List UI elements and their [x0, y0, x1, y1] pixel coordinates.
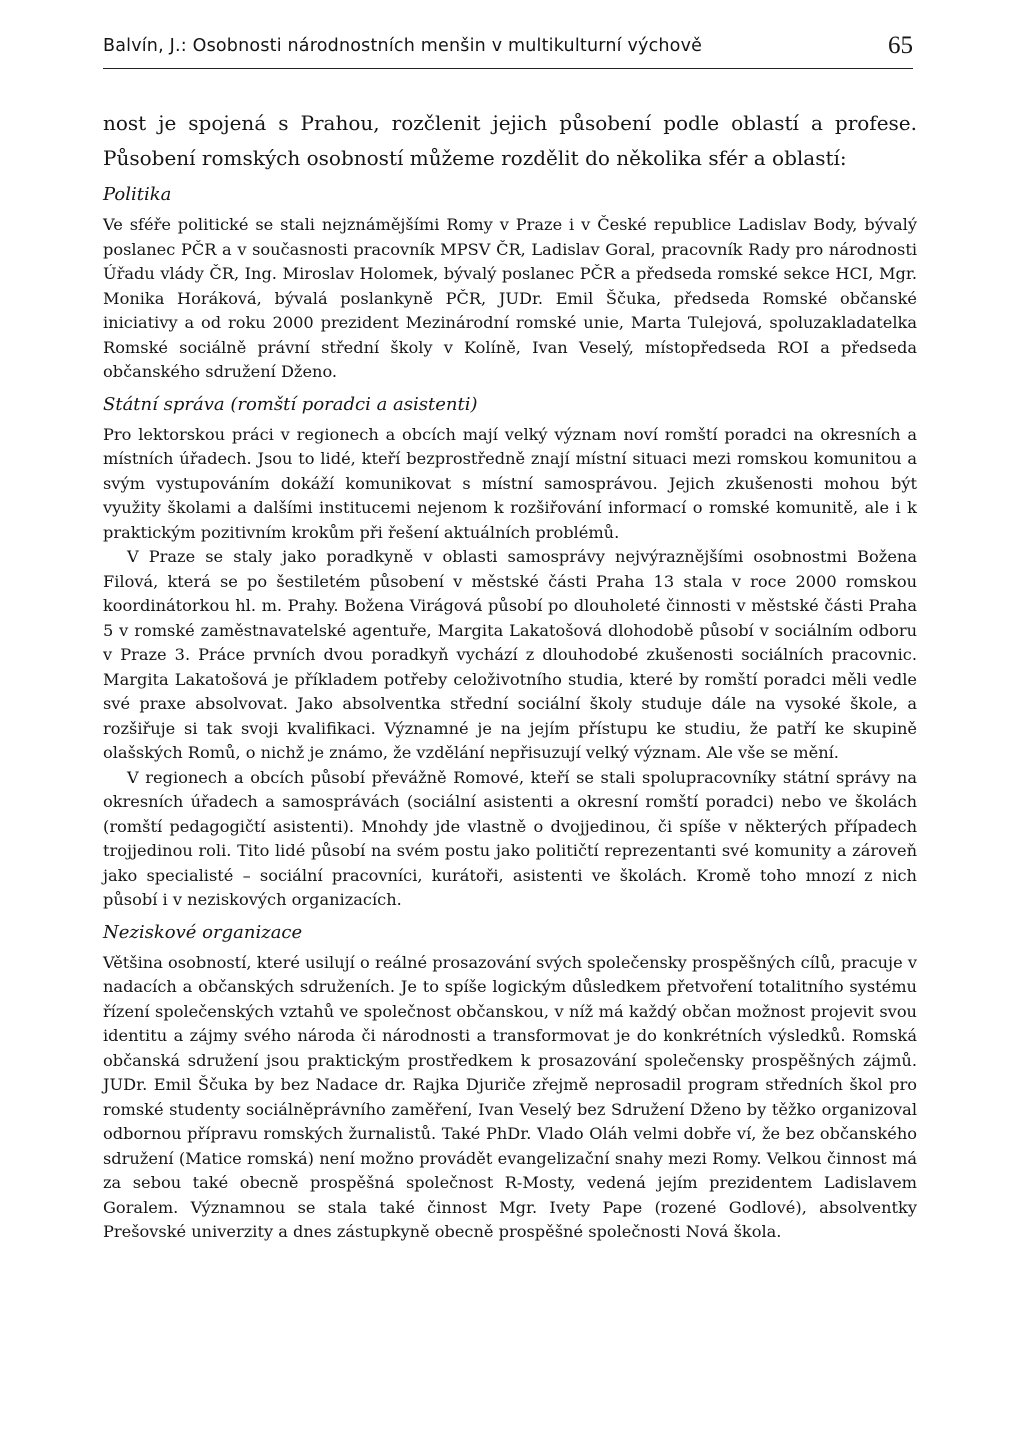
section-heading: Neziskové organizace: [103, 921, 303, 943]
paragraph: V regionech a obcích působí převážně Romové, kteří se stali spolupracovníky státní správy na okresních úřadech a samosprávách (sociální asistenti a okresní romští poradci) nebo ve školách (romští pedagogičtí asistenti). Mnohdy jde vlastně o dvojjedinou, či spíše v některých případech trojjedinou roli. Tito lidé působí na svém postu jako političtí reprezentanti své komunity a zároveň jako specialisté – sociální pracovníci, kurátoři, asistenti ve školách. Kromě toho mnozí z nich působí i v neziskových organizacích.: [103, 767, 917, 909]
paragraph: Většina osobností, které usilují o reálné prosazování svých společensky prospěšných cílů, pracuje v nadacích a občanských sdruženích. Je to spíše logickým důsledkem přetvoření totalitního systému řízení společenských vztahů ve společnost občanskou, v níž má každý občan možnost projevit svou identitu a zájmy svého národa či národnosti a transformovat je do konkrétních výsledků. Romská občanská sdružení jsou praktickým prostředkem k prosazování společensky prospěšných zájmů. JUDr. Emil Ščuka by bez Nadace dr. Rajka Djuriče zřejmě neprosadil program středních škol pro romské studenty sociálněprávního zaměření, Ivan Veselý bez Sdružení Dženo by těžko organizoval odbornou přípravu romských žurnalistů. Také PhDr. Vlado Oláh velmi dobře ví, že bez občanského sdružení (Matice romská) není možno provádět evangelizační snahy mezi Romy. Velkou činnost má za sebou také obecně prospěšná společnost R-Mosty, vedená jejím prezidentem Ladislavem Goralem. Významnou se stala také činnost Mgr. Ivety Pape (rozené Godlové), absolventky Prešovské univerzity a dnes zástupkyně obecně prospěšné společnosti Nová škola.: [103, 952, 917, 1241]
header-rule: [103, 68, 913, 69]
intro-paragraph: nost je spojená s Prahou, rozčlenit jejich působení podle oblastí a profese. Působení romských osobností můžeme rozdělit do několika sfér a oblastí:: [103, 111, 917, 170]
running-title: Balvín, J.: Osobnosti národnostních menšin v multikulturní výchově: [103, 36, 703, 56]
running-head: [103, 32, 913, 64]
section-heading: Státní správa (romští poradci a asistenti): [103, 393, 478, 415]
section-statni-sprava: [103, 391, 917, 913]
section-heading: Politika: [103, 184, 172, 205]
section-politika: [103, 181, 917, 385]
section-neziskove-organizace: [103, 919, 917, 1245]
paragraph: V Praze se staly jako poradkyně v oblasti samosprávy nejvýraznějšími osobnostmi Božena Filová, která se po šestiletém působení v městské části Praha 13 stala v roce 2000 romskou koordinátorkou hl. m. Prahy. Božena Virágová působí po dlouholeté činnosti v městské části Praha 5 v romské zaměstnavatelské agentuře, Margita Lakatošová dlohodobě působí v sociálním odboru v Praze 3. Práce prvních dvou poradkyň vychází z dlouhodobé zkušenosti sociálních pracovnic. Margita Lakatošová je příkladem potřeby celoživotního studia, které by romští poradci měli vedle své praxe absolvovat. Jako absolventka střední sociální školy studuje dále na vysoké škole, a rozšiřuje si tak svoji kvalifikaci. Významné je na jejím přístupu ke studiu, že patří ke skupině olašských Romů, o nichž je známo, že vzdělání nepřisuzují velký význam. Ale vše se mění.: [103, 547, 917, 762]
body-text: [103, 106, 917, 1245]
paragraph: Pro lektorskou práci v regionech a obcích mají velký význam noví romští poradci na okresních a místních úřadech. Jsou to lidé, kteří bezprostředně znají místní situaci mezi romskou komunitou a svým vystupováním dokáží komunikovat s místní samosprávou. Jejich zkušenosti mohou být využity školami a dalšími institucemi nejenom k rozšiřování informací o romské komunitě, ale i k praktickým pozitivním krokům při řešení aktuálních problémů.: [103, 424, 917, 542]
page-number: 65: [888, 32, 913, 59]
paragraph: Ve sféře politické se stali nejznámějšími Romy v Praze i v České republice Ladislav Body, bývalý poslanec PČR a v současnosti pracovník MPSV ČR, Ladislav Goral, pracovník Rady pro národnosti Úřadu vlády ČR, Ing. Miroslav Holomek, bývalý poslanec PČR a předseda romské sekce HCI, Mgr. Monika Horáková, bývalá poslankyně PČR, JUDr. Emil Ščuka, předseda Romské občanské iniciativy a od roku 2000 prezident Mezinárodní romské unie, Marta Tulejová, spoluzakladatelka Romské sociálně právní střední školy v Kolíně, Ivan Veselý, místopředseda ROI a předseda občanského sdružení Dženo.: [103, 215, 917, 381]
